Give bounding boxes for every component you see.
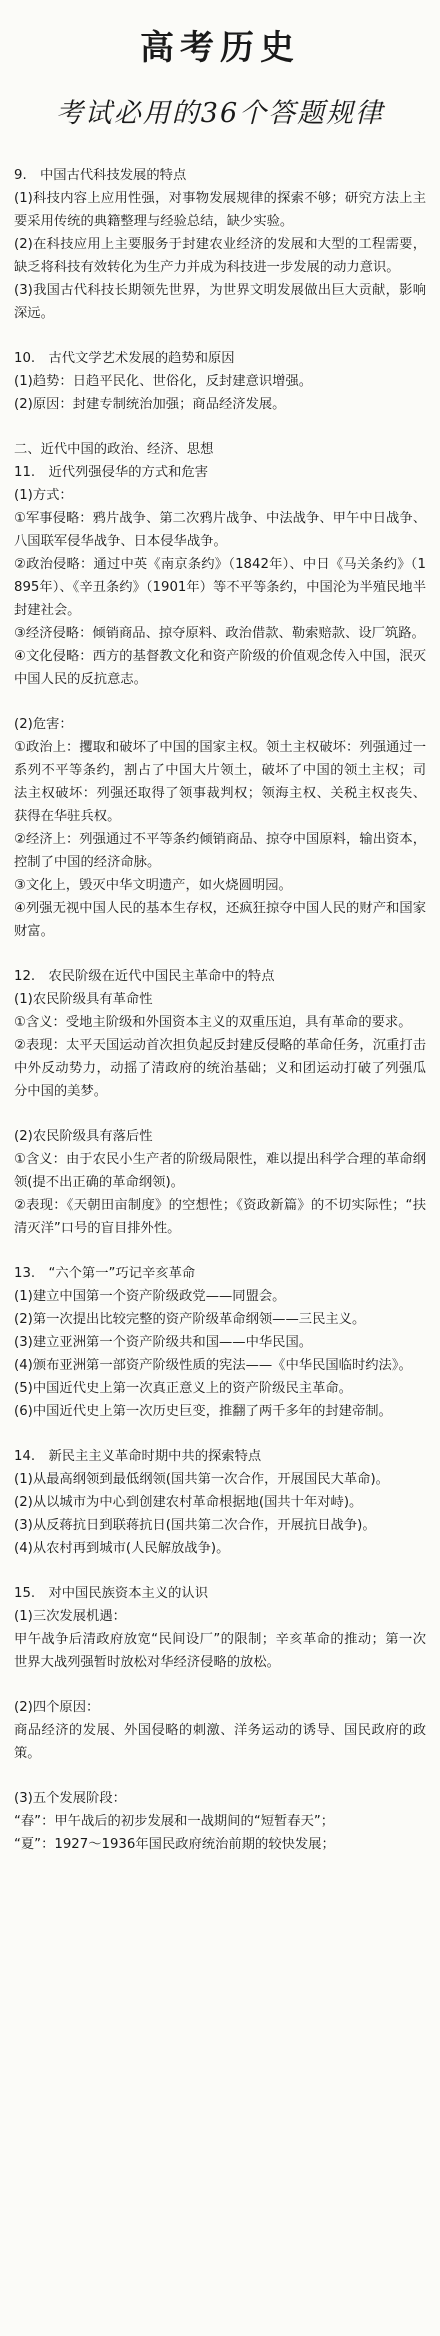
text-line: ③文化上，毁灭中华文明遗产，如火烧圆明园。 — [14, 878, 292, 893]
text-line: (1)方式： — [14, 488, 73, 503]
paragraph-gap — [14, 1560, 426, 1582]
text-line: ①含义：受地主阶级和外国资本主义的双重压迫，具有革命的要求。 — [14, 1015, 412, 1030]
text-line: ②政治侵略：通过中英《南京条约》（1842年）、中日《马关条约》（1895年）、《辛丑条约》（1901年）等不平等条约，中国沦为半殖民地半封建社会。 — [14, 557, 426, 618]
paragraph-gap — [14, 1103, 426, 1125]
paragraph-gap — [14, 691, 426, 713]
text-line: (5)中国近代史上第一次真正意义上的资产阶级民主革命。 — [14, 1381, 352, 1396]
paragraph-gap — [14, 1674, 426, 1696]
text-line: (1)建立中国第一个资产阶级政党——同盟会。 — [14, 1289, 286, 1304]
text-line: ①军事侵略：鸦片战争、第二次鸦片战争、中法战争、甲午中日战争、八国联军侵华战争、日本侵华战争。 — [14, 511, 426, 549]
text-line: (3)建立亚洲第一个资产阶级共和国——中华民国。 — [14, 1335, 313, 1350]
paragraph-gap — [14, 416, 426, 438]
text-line: (2)第一次提出比较完整的资产阶级革命纲领——三民主义。 — [14, 1312, 366, 1327]
text-line: 二、近代中国的政治、经济、思想 — [14, 442, 214, 457]
text-line: (1)科技内容上应用性强，对事物发展规律的探索不够；研究方法上主要采用传统的典籍整理与经验总结，缺少实验。 — [14, 191, 426, 229]
text-line: (2)原因：封建专制统治加强；商品经济发展。 — [14, 397, 286, 412]
text-line: (1)农民阶级具有革命性 — [14, 992, 153, 1007]
text-line: (1)三次发展机遇： — [14, 1609, 126, 1624]
text-line: (4)颁布亚洲第一部资产阶级性质的宪法——《中华民国临时约法》。 — [14, 1358, 412, 1373]
text-line: 13. “六个第一”巧记辛亥革命 — [14, 1266, 196, 1281]
text-line: ①政治上：攫取和破坏了中国的国家主权。领土主权破坏：列强通过一系列不平等条约，割占了中国大片领土，破坏了中国的领土主权；司法主权破坏：列强还取得了领事裁判权；领海主权、关税主权丧失、获得在华驻兵权。 — [14, 740, 426, 824]
text-line: (6)中国近代史上第一次历史巨变，推翻了两千多年的封建帝制。 — [14, 1404, 392, 1419]
text-line: “夏”：1927～1936年国民政府统治前期的较快发展； — [14, 1837, 335, 1852]
text-line: 11. 近代列强侵华的方式和危害 — [14, 465, 209, 480]
text-line: (2)农民阶级具有落后性 — [14, 1129, 153, 1144]
document-body — [14, 164, 426, 1856]
paragraph-gap — [14, 1240, 426, 1262]
text-line: ④文化侵略：西方的基督教文化和资产阶级的价值观念传入中国，泯灭中国人民的反抗意志。 — [14, 649, 426, 687]
paragraph-gap — [14, 1423, 426, 1445]
text-line: ①含义：由于农民小生产者的阶级局限性，难以提出科学合理的革命纲领(提不出正确的革命纲领)。 — [14, 1152, 426, 1190]
text-line: ③经济侵略：倾销商品、掠夺原料、政治借款、勒索赔款、设厂筑路。 — [14, 626, 425, 641]
page-title: 高考历史 — [140, 28, 300, 68]
text-line: 10. 古代文学艺术发展的趋势和原因 — [14, 351, 235, 366]
text-line: (2)危害： — [14, 717, 73, 732]
text-line: 14. 新民主主义革命时期中共的探索特点 — [14, 1449, 262, 1464]
text-line: (2)在科技应用上主要服务于封建农业经济的发展和大型的工程需要，缺乏将科技有效转化为生产力并成为科技进一步发展的动力意识。 — [14, 237, 426, 275]
text-line: 商品经济的发展、外国侵略的刺激、洋务运动的诱导、国民政府的政策。 — [14, 1723, 426, 1761]
text-line: 12. 农民阶级在近代中国民主革命中的特点 — [14, 969, 275, 984]
text-line: (4)从农村再到城市(人民解放战争)。 — [14, 1541, 230, 1556]
text-line: ②表现：《天朝田亩制度》的空想性；《资政新篇》的不切实际性；“扶清灭洋”口号的盲目排外性。 — [14, 1198, 426, 1236]
text-line: (3)从反蒋抗日到联蒋抗日(国共第二次合作，开展抗日战争)。 — [14, 1518, 376, 1533]
text-line: 甲午战争后清政府放宽“民间设厂”的限制；辛亥革命的推动；第一次世界大战列强暂时放松对华经济侵略的放松。 — [14, 1632, 426, 1670]
text-line: ②表现：太平天国运动首次担负起反封建反侵略的革命任务，沉重打击中外反动势力，动摇了清政府的统治基础；义和团运动打破了列强瓜分中国的美梦。 — [14, 1038, 426, 1099]
text-line: (1)从最高纲领到最低纲领(国共第一次合作，开展国民大革命)。 — [14, 1472, 389, 1487]
text-line: (2)四个原因： — [14, 1700, 100, 1715]
text-line: (3)五个发展阶段： — [14, 1791, 126, 1806]
text-line: ④列强无视中国人民的基本生存权，还疯狂掠夺中国人民的财产和国家财富。 — [14, 901, 426, 939]
paragraph-gap — [14, 325, 426, 347]
text-line: 15. 对中国民族资本主义的认识 — [14, 1586, 209, 1601]
paragraph-gap — [14, 1765, 426, 1787]
page-subtitle: 考试必用的36个答题规律 — [55, 98, 385, 129]
text-line: ②经济上：列强通过不平等条约倾销商品、掠夺中国原料，输出资本，控制了中国的经济命脉。 — [14, 832, 426, 870]
paragraph-gap — [14, 943, 426, 965]
text-line: (2)从以城市为中心到创建农村革命根据地(国共十年对峙)。 — [14, 1495, 363, 1510]
text-line: 9. 中国古代科技发展的特点 — [14, 168, 187, 183]
text-line: (1)趋势：日趋平民化、世俗化，反封建意识增强。 — [14, 374, 313, 389]
text-line: (3)我国古代科技长期领先世界，为世界文明发展做出巨大贡献，影响深远。 — [14, 283, 426, 321]
text-line: “春”：甲午战后的初步发展和一战期间的“短暂春天”； — [14, 1814, 335, 1829]
